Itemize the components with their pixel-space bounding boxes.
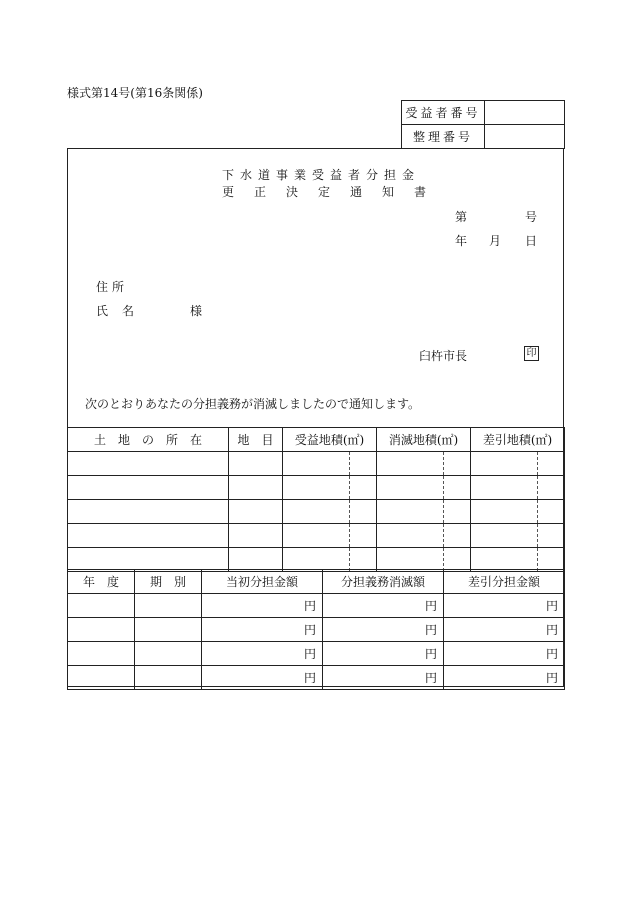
control-number-label: 整理番号	[402, 125, 485, 149]
extinguished-area-cell[interactable]	[377, 476, 444, 500]
benefit-area-decimal-cell[interactable]	[350, 548, 377, 572]
net-area-decimal-cell[interactable]	[538, 524, 565, 548]
date-year: 年	[455, 234, 468, 248]
net-area-cell[interactable]	[471, 452, 538, 476]
extinguished-area-cell[interactable]	[377, 524, 444, 548]
fiscal-year-cell[interactable]	[68, 618, 135, 642]
land-location-cell[interactable]	[68, 452, 229, 476]
land-category-cell[interactable]	[229, 476, 283, 500]
benefit-area-decimal-cell[interactable]	[350, 452, 377, 476]
fiscal-year-cell[interactable]	[68, 594, 135, 618]
land-location-cell[interactable]	[68, 548, 229, 572]
initial-amount-cell[interactable]: 円	[202, 618, 323, 642]
land-location-cell[interactable]	[68, 476, 229, 500]
form-title-line2: 更正決定通知書	[222, 185, 447, 199]
amount-table	[67, 569, 565, 690]
extinguished-area-decimal-cell[interactable]	[444, 500, 471, 524]
benefit-area-decimal-cell[interactable]	[350, 524, 377, 548]
fiscal-year-cell[interactable]	[68, 642, 135, 666]
date-month: 月	[489, 234, 502, 248]
initial-amount-header: 当初分担金額	[202, 570, 323, 594]
benefit-area-cell[interactable]	[283, 500, 350, 524]
period-cell[interactable]	[135, 642, 202, 666]
seal-mark: 印	[524, 346, 539, 361]
number-dai: 第	[455, 210, 468, 224]
address-label: 住所	[96, 280, 129, 294]
land-category-cell[interactable]	[229, 500, 283, 524]
fiscal-year-cell[interactable]	[68, 666, 135, 690]
notice-text: 次のとおりあなたの分担義務が消滅しましたので通知します。	[85, 397, 421, 411]
amount-table-row	[68, 642, 565, 666]
net-area-decimal-cell[interactable]	[538, 476, 565, 500]
amount-table-row	[68, 666, 565, 690]
beneficiary-number-field[interactable]	[485, 101, 565, 125]
extinguished-area-decimal-cell[interactable]	[444, 548, 471, 572]
period-cell[interactable]	[135, 618, 202, 642]
amount-table-row	[68, 594, 565, 618]
net-area-decimal-cell[interactable]	[538, 548, 565, 572]
net-area-cell[interactable]	[471, 548, 538, 572]
initial-amount-cell[interactable]: 円	[202, 666, 323, 690]
net-area-cell[interactable]	[471, 524, 538, 548]
beneficiary-number-label: 受益者番号	[402, 101, 485, 125]
extinguished-amount-cell[interactable]: 円	[323, 642, 444, 666]
land-location-cell[interactable]	[68, 500, 229, 524]
extinguished-area-cell[interactable]	[377, 452, 444, 476]
net-amount-cell[interactable]: 円	[444, 618, 565, 642]
extinguished-amount-header: 分担義務消滅額	[323, 570, 444, 594]
land-table-row	[68, 500, 565, 524]
amount-table-row	[68, 618, 565, 642]
land-category-cell[interactable]	[229, 452, 283, 476]
extinguished-area-cell[interactable]	[377, 500, 444, 524]
period-header: 期 別	[135, 570, 202, 594]
control-number-field[interactable]	[485, 125, 565, 149]
period-cell[interactable]	[135, 666, 202, 690]
net-area-cell[interactable]	[471, 500, 538, 524]
net-amount-cell[interactable]: 円	[444, 594, 565, 618]
net-amount-cell[interactable]: 円	[444, 666, 565, 690]
form-id: 様式第14号(第16条関係)	[67, 86, 203, 100]
net-area-decimal-cell[interactable]	[538, 452, 565, 476]
net-amount-header: 差引分担金額	[444, 570, 565, 594]
land-location-header: 土 地 の 所 在	[68, 428, 229, 452]
issuer-mayor: 臼杵市長	[419, 349, 468, 363]
land-table-row	[68, 548, 565, 572]
extinguished-area-decimal-cell[interactable]	[444, 452, 471, 476]
honorific-sama: 様	[190, 304, 203, 318]
benefit-area-cell[interactable]	[283, 524, 350, 548]
reference-number-table	[401, 100, 565, 149]
initial-amount-cell[interactable]: 円	[202, 642, 323, 666]
extinguished-amount-cell[interactable]: 円	[323, 618, 444, 642]
extinguished-amount-cell[interactable]: 円	[323, 594, 444, 618]
land-table-row	[68, 452, 565, 476]
name-label: 氏名	[96, 304, 149, 318]
date-day: 日	[525, 234, 538, 248]
land-location-cell[interactable]	[68, 524, 229, 548]
net-area-decimal-cell[interactable]	[538, 500, 565, 524]
extinguished-area-decimal-cell[interactable]	[444, 476, 471, 500]
extinguished-area-decimal-cell[interactable]	[444, 524, 471, 548]
benefit-area-cell[interactable]	[283, 548, 350, 572]
land-table-row	[68, 476, 565, 500]
land-table	[67, 427, 565, 572]
extinguished-area-header: 消滅地積(㎡)	[377, 428, 471, 452]
benefit-area-decimal-cell[interactable]	[350, 500, 377, 524]
benefit-area-decimal-cell[interactable]	[350, 476, 377, 500]
period-cell[interactable]	[135, 594, 202, 618]
fiscal-year-header: 年 度	[68, 570, 135, 594]
land-table-row	[68, 524, 565, 548]
number-go: 号	[525, 210, 538, 224]
benefit-area-cell[interactable]	[283, 476, 350, 500]
initial-amount-cell[interactable]: 円	[202, 594, 323, 618]
land-category-cell[interactable]	[229, 524, 283, 548]
benefit-area-header: 受益地積(㎡)	[283, 428, 377, 452]
extinguished-area-cell[interactable]	[377, 548, 444, 572]
benefit-area-cell[interactable]	[283, 452, 350, 476]
land-table-header-row	[68, 428, 565, 452]
form-title-line1: 下水道事業受益者分担金	[222, 168, 421, 182]
net-area-header: 差引地積(㎡)	[471, 428, 565, 452]
land-category-header: 地 目	[229, 428, 283, 452]
net-area-cell[interactable]	[471, 476, 538, 500]
extinguished-amount-cell[interactable]: 円	[323, 666, 444, 690]
amount-table-header-row	[68, 570, 565, 594]
land-category-cell[interactable]	[229, 548, 283, 572]
net-amount-cell[interactable]: 円	[444, 642, 565, 666]
